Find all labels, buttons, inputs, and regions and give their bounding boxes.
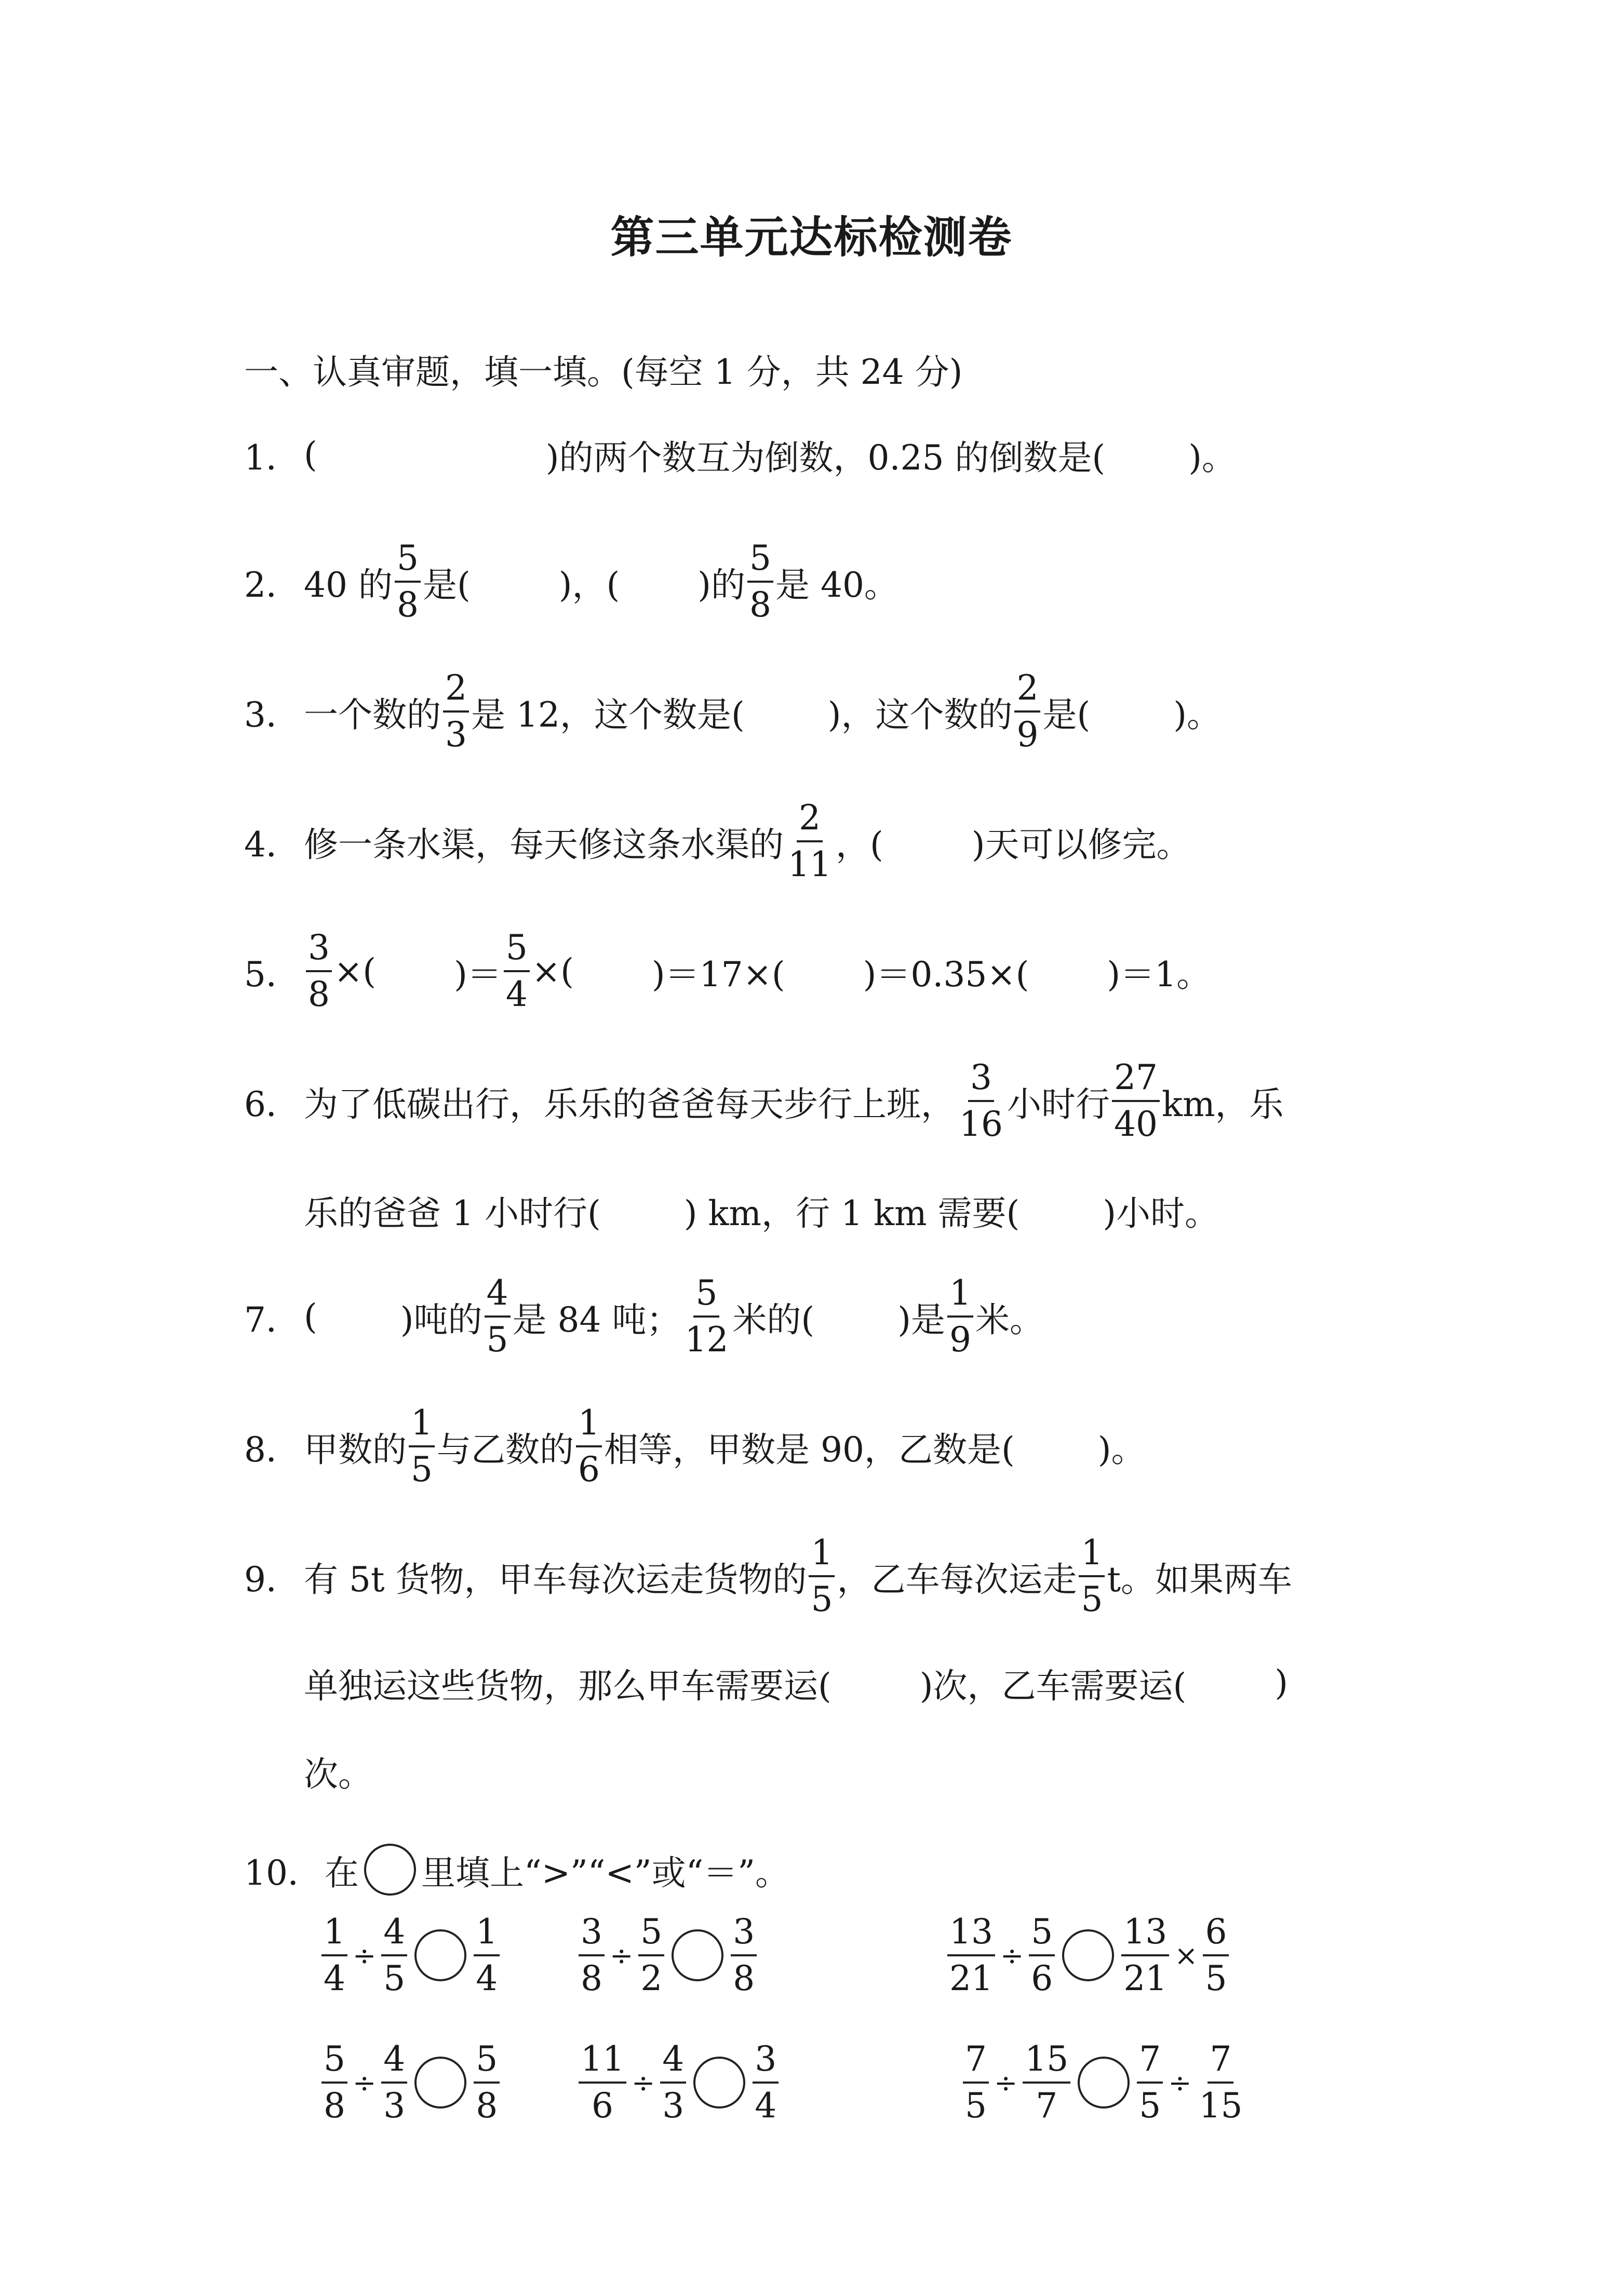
denominator: 6	[591, 2086, 613, 2126]
numerator: 2	[797, 801, 823, 842]
question-number: 4．	[244, 824, 300, 865]
numerator: 3	[306, 931, 332, 972]
denominator: 8	[581, 1958, 602, 1998]
question-text: ，乙车每次运走	[837, 1559, 1077, 1600]
question-text: )小时。	[1103, 1193, 1219, 1233]
question-1	[244, 415, 1236, 493]
denominator: 8	[749, 585, 771, 625]
fraction	[1121, 1912, 1169, 1998]
denominator: 5	[411, 1449, 433, 1489]
question-text: )的	[698, 565, 745, 605]
question-9-continued-2	[304, 1732, 372, 1810]
numerator: 5	[638, 1915, 664, 1956]
numerator: 1	[1079, 1536, 1105, 1577]
denominator: 5	[486, 1320, 508, 1360]
numerator: 5	[395, 541, 421, 583]
question-text: )的两个数互为倒数，0.25 的倒数是(	[545, 437, 1106, 478]
question-text: 是(	[1042, 694, 1091, 735]
comparison-item	[319, 2038, 502, 2127]
fraction	[579, 1912, 605, 1998]
question-text: )，这个数的	[827, 694, 1013, 735]
numerator: 5	[504, 931, 530, 972]
denominator: 5	[1139, 2086, 1161, 2126]
denominator: 5	[1081, 1579, 1103, 1619]
question-text: 单独运这些货物，那么甲车需要运(	[304, 1666, 831, 1706]
fraction	[660, 2039, 686, 2126]
fraction	[1137, 2039, 1163, 2126]
comparison-item	[576, 2038, 781, 2127]
question-text: 40 的	[304, 565, 393, 605]
denominator: 6	[1031, 1958, 1053, 1998]
fraction	[1023, 2039, 1070, 2126]
fraction	[1197, 2039, 1244, 2126]
question-text: 与乙数的	[437, 1429, 574, 1470]
denominator: 15	[1199, 2086, 1243, 2126]
question-text: 乐的爸爸 1 小时行(	[304, 1193, 601, 1233]
question-9	[244, 1533, 1293, 1619]
fraction	[485, 1273, 511, 1360]
question-text: (	[304, 434, 317, 475]
question-8	[244, 1403, 1146, 1489]
section-heading: 一、认真审题，填一填。(每空 1 分，共 24 分)	[244, 352, 963, 392]
denominator: 5	[1205, 1958, 1227, 1998]
fraction	[576, 1403, 602, 1489]
numerator: 15	[1023, 2042, 1070, 2084]
question-text: 小时行	[1007, 1084, 1110, 1124]
question-text: (	[304, 1296, 317, 1337]
denominator: 4	[505, 974, 528, 1014]
numerator: 4	[381, 1915, 407, 1956]
question-text: )。	[1097, 1429, 1146, 1470]
fraction	[638, 1912, 664, 1998]
denominator: 16	[959, 1104, 1003, 1144]
question-text: 是 12，这个数是(	[471, 694, 745, 735]
question-number: 10．	[244, 1852, 322, 1893]
numerator: 1	[321, 1915, 347, 1956]
question-number: 2．	[244, 565, 300, 605]
question-text: 有 5t 货物，甲车每次运走货物的	[304, 1559, 807, 1600]
numerator: 11	[579, 2042, 626, 2084]
fraction	[395, 538, 421, 625]
question-text: )，(	[558, 565, 620, 605]
denominator: 11	[788, 844, 831, 884]
denominator: 12	[685, 1320, 729, 1360]
comparison-circle[interactable]	[672, 1929, 723, 1981]
denominator: 8	[733, 1958, 755, 1998]
question-text: )＝	[454, 954, 502, 995]
question-text: 次。	[304, 1754, 372, 1794]
denominator: 3	[383, 2086, 406, 2126]
comparison-item	[945, 1911, 1231, 1999]
fraction	[306, 928, 332, 1014]
fraction	[474, 2039, 500, 2126]
denominator: 7	[1036, 2086, 1058, 2126]
numerator: 3	[753, 2042, 779, 2084]
denominator: 8	[308, 974, 330, 1014]
numerator: 7	[1208, 2042, 1233, 2084]
numerator: 5	[693, 1276, 719, 1318]
denominator: 3	[445, 715, 467, 755]
numerator: 2	[1014, 671, 1040, 713]
denominator: 4	[476, 1958, 498, 1998]
numerator: 3	[968, 1060, 994, 1102]
numerator: 5	[747, 541, 773, 583]
fraction	[731, 1912, 757, 1998]
numerator: 2	[443, 671, 469, 713]
operator: ÷	[353, 1939, 377, 1972]
numerator: 1	[947, 1276, 973, 1318]
numerator: 1	[809, 1536, 835, 1577]
fraction	[947, 1273, 973, 1360]
numerator: 6	[1203, 1915, 1229, 1956]
question-9-continued	[304, 1644, 1288, 1722]
numerator: 1	[474, 1915, 500, 1956]
question-text: )。	[1188, 437, 1236, 478]
fraction	[474, 1912, 500, 1998]
question-number: 3．	[244, 694, 300, 735]
question-text: 是(	[422, 565, 471, 605]
numerator: 5	[474, 2042, 500, 2084]
fraction	[747, 538, 773, 625]
question-text: 相等，甲数是 90，乙数是(	[604, 1429, 1015, 1470]
fraction	[579, 2039, 626, 2126]
question-text: 是 40。	[775, 565, 898, 605]
denominator: 21	[949, 1958, 993, 1998]
comparison-circle[interactable]	[1078, 2057, 1130, 2109]
denominator: 5	[383, 1958, 406, 1998]
question-text: 甲数的	[304, 1429, 407, 1470]
operator: ÷	[353, 2066, 377, 2099]
question-text: 修一条水渠，每天修这条水渠的	[304, 824, 784, 865]
denominator: 8	[324, 2086, 345, 2126]
operator: ÷	[1168, 2066, 1192, 2099]
fraction	[1079, 1533, 1105, 1619]
comparison-circle[interactable]	[1062, 1929, 1114, 1981]
numerator: 7	[1137, 2042, 1163, 2084]
denominator: 6	[578, 1449, 600, 1489]
question-text: ×(	[334, 951, 377, 991]
comparison-item	[576, 1911, 759, 1999]
question-text: 一个数的	[304, 694, 441, 735]
numerator: 27	[1112, 1060, 1160, 1102]
question-text: )＝1。	[1107, 954, 1211, 995]
question-number: 1．	[244, 437, 300, 478]
denominator: 3	[662, 2086, 685, 2126]
comparison-item	[961, 2038, 1246, 2127]
numerator: 4	[381, 2042, 407, 2084]
question-text: )＝0.35×(	[863, 954, 1029, 995]
comparison-circle[interactable]	[693, 2057, 745, 2109]
fraction	[1203, 1912, 1229, 1998]
fraction	[381, 1912, 407, 1998]
numerator: 4	[660, 2042, 686, 2084]
fraction	[947, 1912, 995, 1998]
question-2	[244, 538, 898, 625]
operator: ÷	[1000, 1939, 1024, 1972]
numerator: 1	[409, 1406, 435, 1447]
question-number: 8．	[244, 1429, 300, 1470]
question-text: )吨的	[400, 1299, 482, 1340]
question-text: ) km，行 1 km 需要(	[683, 1193, 1020, 1233]
question-7	[244, 1273, 1044, 1360]
comparison-circle[interactable]	[414, 2057, 466, 2109]
question-text: 为了低碳出行，乐乐的爸爸每天步行上班，	[304, 1084, 955, 1124]
comparison-circle-icon	[364, 1844, 416, 1896]
numerator: 4	[485, 1276, 511, 1318]
question-6-continued	[304, 1171, 1219, 1249]
question-5	[244, 928, 1211, 1014]
fraction	[682, 1273, 730, 1360]
fraction	[1112, 1057, 1160, 1144]
question-text: )是	[897, 1299, 945, 1340]
numerator: 3	[731, 1915, 757, 1956]
numerator: 1	[576, 1406, 602, 1447]
question-text: km，乐	[1161, 1084, 1284, 1124]
question-text: 米的(	[732, 1299, 815, 1340]
fraction	[786, 798, 834, 884]
denominator: 2	[640, 1958, 663, 1998]
denominator: 4	[324, 1958, 345, 1998]
question-text: )。	[1173, 694, 1221, 735]
fraction	[809, 1533, 835, 1619]
fraction	[443, 668, 469, 755]
operator: ÷	[994, 2066, 1018, 2099]
fraction	[957, 1057, 1005, 1144]
comparison-circle[interactable]	[414, 1929, 466, 1981]
operator: ÷	[631, 2066, 655, 2099]
fraction	[381, 2039, 407, 2126]
question-text: ，(	[835, 824, 883, 865]
question-text: 米。	[975, 1299, 1044, 1340]
numerator: 5	[321, 2042, 347, 2084]
question-text: 里填上“>”“<”或“＝”。	[421, 1852, 790, 1893]
denominator: 8	[476, 2086, 498, 2126]
fraction	[409, 1403, 435, 1489]
denominator: 9	[949, 1320, 971, 1360]
question-number: 9．	[244, 1559, 300, 1600]
numerator: 5	[1029, 1915, 1055, 1956]
question-3	[244, 668, 1221, 755]
question-6	[244, 1057, 1284, 1144]
question-text: 是 84 吨；	[512, 1299, 681, 1340]
denominator: 5	[811, 1579, 833, 1619]
fraction	[321, 2039, 347, 2126]
numerator: 13	[1121, 1915, 1169, 1956]
denominator: 9	[1016, 715, 1039, 755]
question-number: 7．	[244, 1299, 300, 1340]
question-4	[244, 798, 1191, 884]
question-text: )	[1275, 1662, 1288, 1703]
question-text: )天可以修完。	[971, 824, 1191, 865]
denominator: 40	[1114, 1104, 1158, 1144]
comparison-item	[319, 1911, 502, 1999]
question-number: 6．	[244, 1084, 300, 1124]
question-text: )次，乙车需要运(	[919, 1666, 1187, 1706]
operator: ×	[1174, 1939, 1198, 1972]
operator: ÷	[610, 1939, 634, 1972]
denominator: 8	[396, 585, 419, 625]
numerator: 13	[947, 1915, 995, 1956]
question-text: t。如果两车	[1107, 1559, 1293, 1600]
fraction	[321, 1912, 347, 1998]
numerator: 3	[579, 1915, 605, 1956]
page-title: 第三单元达标检测卷	[610, 212, 1013, 263]
question-number: 5．	[244, 954, 300, 995]
fraction	[1029, 1912, 1055, 1998]
question-text: ×(	[531, 951, 574, 991]
question-text: 在	[325, 1852, 359, 1893]
fraction	[1014, 668, 1040, 755]
question-text: )＝17×(	[651, 954, 785, 995]
fraction	[753, 2039, 779, 2126]
fraction	[504, 928, 530, 1014]
denominator: 5	[965, 2086, 987, 2126]
denominator: 4	[755, 2086, 777, 2126]
fraction	[963, 2039, 989, 2126]
question-10	[244, 1831, 789, 1909]
denominator: 21	[1123, 1958, 1168, 1998]
numerator: 7	[963, 2042, 989, 2084]
